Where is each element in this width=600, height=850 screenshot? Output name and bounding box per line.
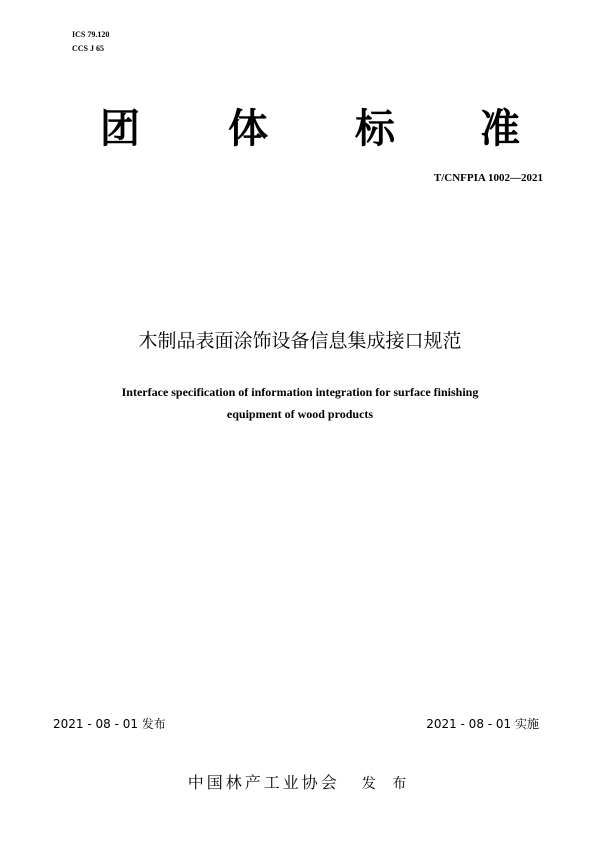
standard-number: T/CNFPIA 1002—2021 xyxy=(433,172,543,184)
header-char-2: 体 xyxy=(228,106,268,152)
issuer-action: 发 布 xyxy=(361,776,413,792)
title-english-line-1: Interface specification of information integration for surface finishing xyxy=(121,385,479,399)
title-english-line-2: equipment of wood products xyxy=(226,407,374,421)
implement-date: 2021 - 08 - 01 实施 xyxy=(426,717,539,731)
issuer xyxy=(0,772,600,795)
issuer-org: 中国林产工业协会 xyxy=(187,773,340,792)
header-char-1: 团 xyxy=(100,106,140,152)
header-char-4: 准 xyxy=(480,106,520,152)
ccs-code: CCS J 65 xyxy=(72,44,105,53)
header-char-3: 标 xyxy=(355,106,395,152)
publish-date: 2021 - 08 - 01 发布 xyxy=(53,717,166,731)
ics-code: ICS 79.120 xyxy=(72,30,110,39)
title-chinese: 木制品表面涂饰设备信息集成接口规范 xyxy=(138,330,462,352)
title-english xyxy=(60,381,540,425)
